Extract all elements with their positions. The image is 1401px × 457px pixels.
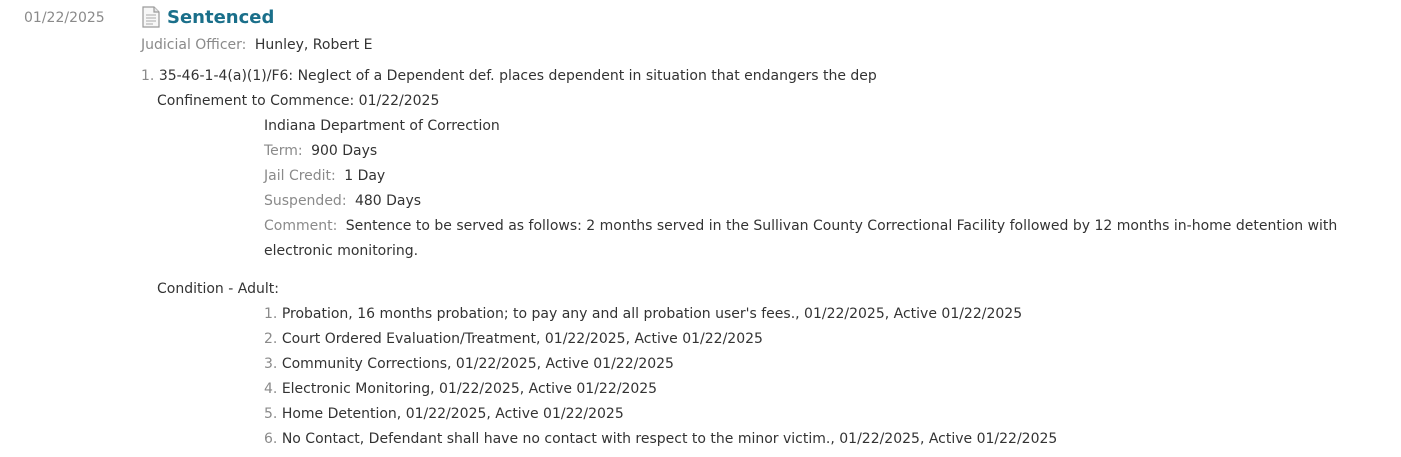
comment-row xyxy=(264,214,1396,264)
confinement-date: 01/22/2025 xyxy=(358,93,440,109)
facility-name: Indiana Department of Correction xyxy=(264,118,500,134)
condition-text: No Contact, Defendant shall have no contact with respect to the minor victim., 01/22/2025, Active 01/22/2025 xyxy=(281,431,1058,447)
judicial-officer-row xyxy=(141,35,373,55)
condition-text: Home Detention, 01/22/2025, Active 01/22/2025 xyxy=(281,406,624,422)
condition-text: Community Corrections, 01/22/2025, Active 01/22/2025 xyxy=(281,356,674,372)
condition-item xyxy=(264,354,674,374)
suspended-label: Suspended: xyxy=(264,193,347,209)
condition-number: 2. xyxy=(264,331,278,347)
comment-label: Comment: xyxy=(264,218,338,234)
document-icon[interactable] xyxy=(141,6,161,28)
facility-row xyxy=(264,116,500,136)
event-title-link[interactable]: Sentenced xyxy=(167,6,275,28)
jail-credit-label: Jail Credit: xyxy=(264,168,336,184)
jail-credit-value: 1 Day xyxy=(344,168,386,184)
charge-number: 1. xyxy=(141,68,155,84)
conditions-heading: Condition - Adult: xyxy=(157,281,279,297)
condition-number: 3. xyxy=(264,356,278,372)
event-date: 01/22/2025 xyxy=(24,10,105,26)
condition-number: 4. xyxy=(264,381,278,397)
condition-text: Probation, 16 months probation; to pay any and all probation user's fees., 01/22/2025, Active 01/22/2025 xyxy=(281,306,1023,322)
condition-item xyxy=(264,429,1057,449)
condition-item xyxy=(264,404,624,424)
condition-item xyxy=(264,304,1022,324)
condition-number: 5. xyxy=(264,406,278,422)
condition-number: 1. xyxy=(264,306,278,322)
jail-credit-row xyxy=(264,166,385,186)
term-value: 900 Days xyxy=(311,143,378,159)
suspended-row xyxy=(264,191,421,211)
event-header xyxy=(141,6,274,28)
condition-text: Court Ordered Evaluation/Treatment, 01/22/2025, Active 01/22/2025 xyxy=(281,331,763,347)
charge-row xyxy=(141,66,877,86)
term-label: Term: xyxy=(264,143,303,159)
suspended-value: 480 Days xyxy=(354,193,422,209)
condition-number: 6. xyxy=(264,431,278,447)
confinement-row xyxy=(157,91,439,111)
judicial-officer-label: Judicial Officer: xyxy=(141,37,247,53)
judicial-officer-value: Hunley, Robert E xyxy=(254,37,373,53)
term-row xyxy=(264,141,377,161)
charge-description: 35-46-1-4(a)(1)/F6: Neglect of a Dependent def. places dependent in situation that endangers the dep xyxy=(158,68,877,84)
comment-text: Sentence to be served as follows: 2 months served in the Sullivan County Correctional Facility followed by 12 months in-home detention with electronic monitoring. xyxy=(264,218,1338,259)
confinement-label: Confinement to Commence: xyxy=(157,93,355,109)
condition-text: Electronic Monitoring, 01/22/2025, Active 01/22/2025 xyxy=(281,381,658,397)
condition-item xyxy=(264,379,657,399)
condition-item xyxy=(264,329,763,349)
